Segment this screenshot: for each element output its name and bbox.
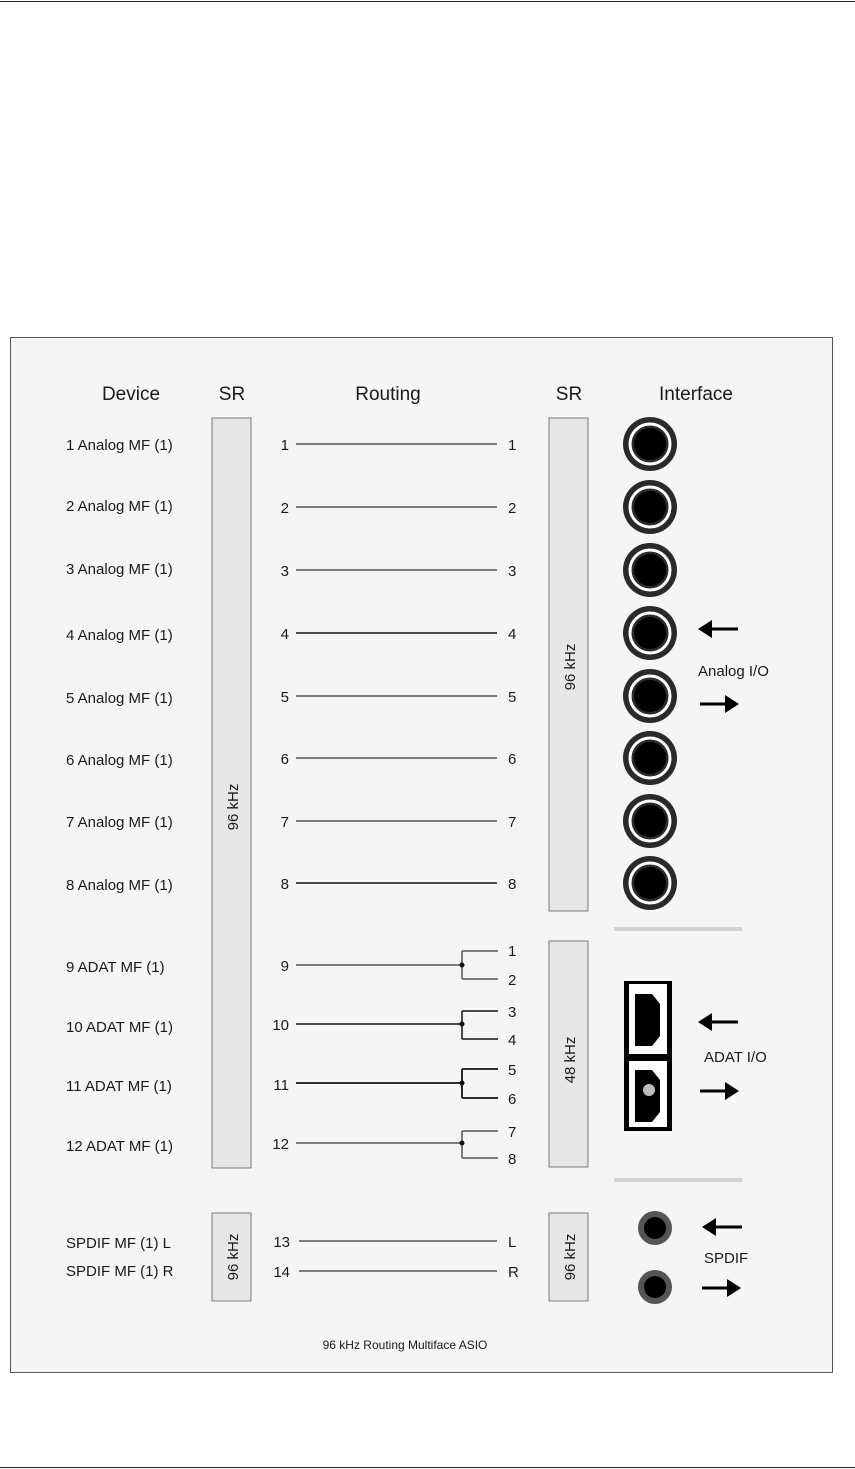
route-junction	[460, 1022, 465, 1027]
route-in-label: 14	[273, 1264, 290, 1281]
sr-label-right-adat: 48 kHz	[562, 1036, 579, 1084]
adat-route-12	[272, 1124, 516, 1168]
analog-jack-icon	[623, 480, 677, 534]
spdif-jack-icon	[638, 1270, 672, 1304]
route-junction	[460, 1081, 465, 1086]
header-device: Device	[101, 384, 161, 405]
route-out-label: 6	[508, 751, 517, 768]
analog-jack-icon	[623, 606, 677, 660]
route-in-label: 13	[273, 1234, 290, 1251]
route-out-a-label: 3	[508, 1004, 517, 1021]
arrow-right-icon	[702, 1279, 741, 1297]
adat-route-10	[272, 1004, 516, 1049]
route-out-label: 3	[508, 563, 517, 580]
spdif-label: SPDIF	[704, 1250, 749, 1267]
route-in-label: 5	[280, 689, 289, 706]
route-out-label: 8	[508, 876, 517, 893]
route-out-label: 4	[508, 626, 517, 643]
sr-label-right-spdif: 96 kHz	[562, 1233, 579, 1281]
analog-jacks	[623, 417, 677, 910]
route-out-label: 5	[508, 689, 517, 706]
route-in-label: 2	[280, 500, 289, 517]
device-label-4: 4 Analog MF (1)	[66, 627, 173, 644]
route-out-label: 2	[508, 500, 517, 517]
analog-jack-icon	[623, 669, 677, 723]
device-label-6: 6 Analog MF (1)	[66, 752, 173, 769]
route-out-label: R	[508, 1264, 519, 1281]
route-junction	[460, 963, 465, 968]
header-sr-right: SR	[555, 384, 583, 405]
device-label-11: 11 ADAT MF (1)	[66, 1078, 172, 1095]
route-out-b-label: 2	[508, 972, 517, 989]
analog-route-4	[281, 626, 517, 643]
analog-jack-icon	[623, 417, 677, 471]
arrow-left-icon	[702, 1218, 742, 1236]
route-split-line	[296, 1011, 498, 1039]
route-in-label: 12	[272, 1136, 289, 1153]
diagram-caption: 96 kHz Routing Multiface ASIO	[322, 1338, 488, 1352]
route-out-a-label: 7	[508, 1124, 517, 1141]
adat-route-11	[273, 1062, 516, 1108]
analog-route-5	[281, 689, 517, 706]
device-label-3: 3 Analog MF (1)	[66, 561, 173, 578]
sr-label-right-analog: 96 kHz	[562, 643, 579, 691]
device-label-1: 1 Analog MF (1)	[66, 437, 173, 454]
route-out-b-label: 8	[508, 1151, 517, 1168]
analog-io-label: Analog I/O	[698, 663, 769, 680]
arrow-left-icon	[698, 1013, 738, 1031]
analog-jack-icon	[623, 794, 677, 848]
device-label-8: 8 Analog MF (1)	[66, 877, 173, 894]
route-in-label: 11	[273, 1077, 289, 1094]
route-in-label: 7	[280, 814, 289, 831]
route-split-line	[296, 951, 498, 979]
analog-jack-icon	[623, 856, 677, 910]
route-split-line	[296, 1069, 498, 1098]
route-in-label: 4	[280, 626, 289, 643]
sr-label-left-main: 96 kHz	[225, 783, 242, 831]
route-out-label: L	[508, 1234, 517, 1251]
device-label-12: 12 ADAT MF (1)	[66, 1138, 173, 1155]
route-in-label: 1	[280, 437, 289, 454]
route-in-label: 6	[280, 751, 289, 768]
spdif-jack-icon	[638, 1211, 672, 1245]
device-label-7: 7 Analog MF (1)	[66, 814, 173, 831]
header-sr-left: SR	[218, 384, 246, 405]
device-label-10: 10 ADAT MF (1)	[66, 1019, 173, 1036]
device-label-13: SPDIF MF (1) L	[66, 1235, 172, 1252]
device-label-14: SPDIF MF (1) R	[66, 1263, 174, 1280]
route-out-a-label: 5	[508, 1062, 517, 1079]
route-in-label: 3	[280, 563, 289, 580]
arrow-left-icon	[698, 620, 738, 638]
route-out-b-label: 6	[508, 1091, 517, 1108]
route-in-label: 9	[280, 958, 289, 975]
analog-jack-icon	[623, 731, 677, 785]
device-label-2: 2 Analog MF (1)	[66, 498, 173, 515]
analog-jack-icon	[623, 543, 677, 597]
header-interface: Interface	[659, 384, 733, 405]
route-junction	[460, 1141, 465, 1146]
device-label-5: 5 Analog MF (1)	[66, 690, 173, 707]
device-label-9: 9 ADAT MF (1)	[66, 959, 165, 976]
spdif-route-13	[273, 1234, 516, 1251]
route-out-a-label: 1	[508, 943, 517, 960]
route-split-line	[296, 1131, 498, 1158]
analog-route-2	[281, 500, 517, 517]
adat-io-label: ADAT I/O	[704, 1049, 767, 1066]
analog-route-6	[281, 751, 517, 768]
analog-route-1	[281, 437, 517, 454]
sr-label-left-spdif: 96 kHz	[225, 1233, 242, 1281]
analog-route-7	[281, 814, 517, 831]
header-routing: Routing	[355, 384, 421, 405]
route-out-b-label: 4	[508, 1032, 517, 1049]
arrow-right-icon	[700, 1082, 739, 1100]
analog-route-8	[281, 876, 517, 893]
route-out-label: 1	[508, 437, 517, 454]
adat-route-9	[281, 943, 517, 989]
analog-route-3	[281, 563, 517, 580]
adat-optical-port-icon	[624, 981, 672, 1131]
route-in-label: 8	[280, 876, 289, 893]
route-out-label: 7	[508, 814, 517, 831]
route-in-label: 10	[272, 1017, 289, 1034]
arrow-right-icon	[700, 695, 739, 713]
spdif-route-14	[273, 1264, 519, 1281]
